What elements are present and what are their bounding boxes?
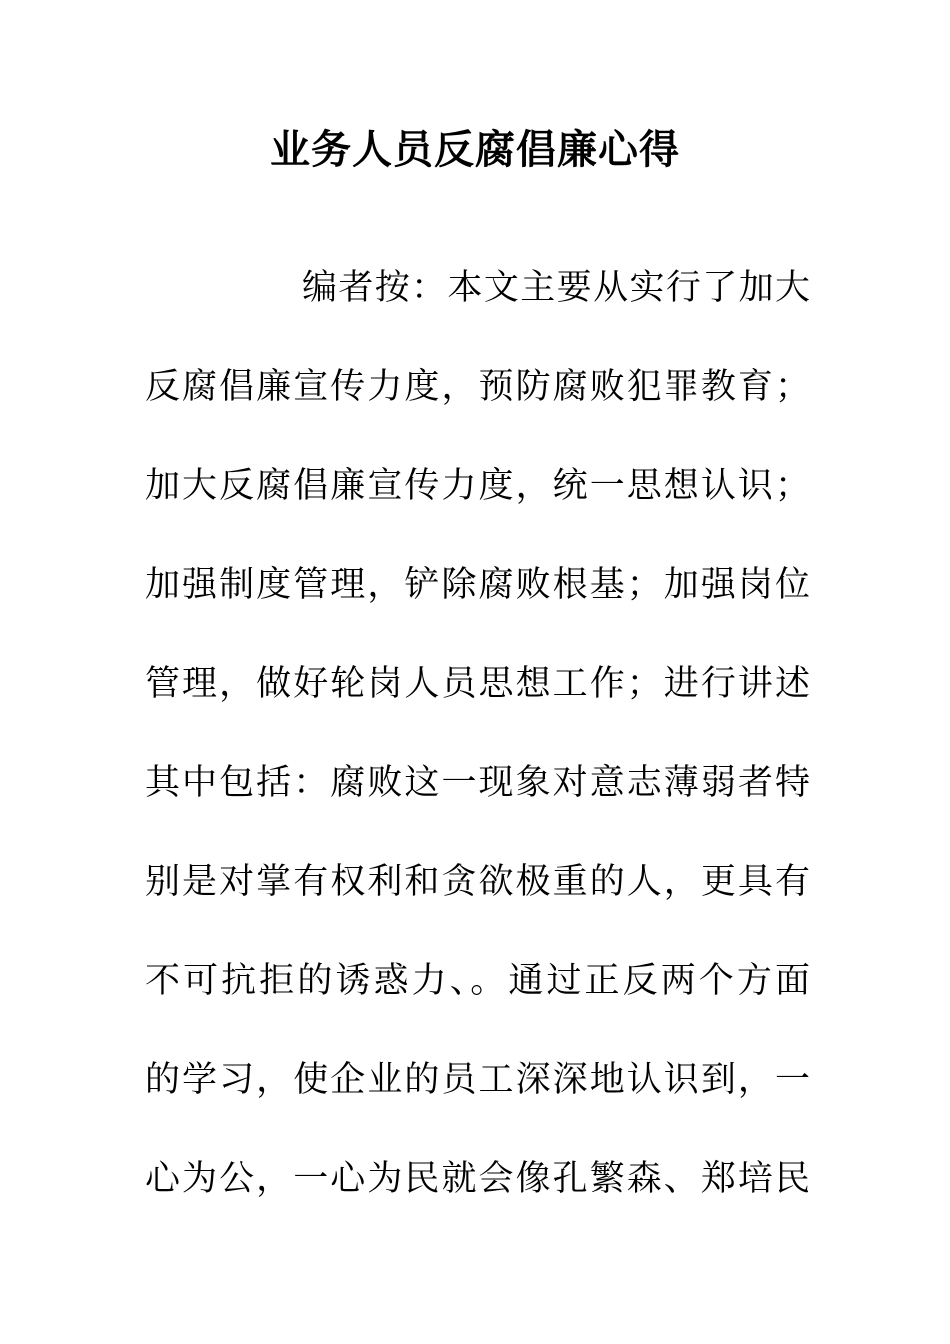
body-line-3: 加大反腐倡廉宣传力度，统一思想认识；: [145, 466, 810, 506]
body-line-4: 加强制度管理，铲除腐败根基；加强岗位: [145, 565, 810, 605]
body-line-8: 不可抗拒的诱惑力、。通过正反两个方面: [145, 961, 810, 1001]
body-line-9: 的学习，使企业的员工深深地认识到，一: [145, 1060, 810, 1100]
body-line-6: 其中包括：腐败这一现象对意志薄弱者特: [145, 763, 810, 803]
body-line-5: 管理，做好轮岗人员思想工作；进行讲述: [145, 664, 810, 704]
body-line-7: 别是对掌有权利和贪欲极重的人，更具有: [145, 862, 810, 902]
body-line-2: 反腐倡廉宣传力度，预防腐败犯罪教育；: [145, 367, 810, 407]
body-line-1: 编者按：本文主要从实行了加大: [302, 268, 810, 308]
document-body: [145, 248, 810, 1238]
document-title: 业务人员反腐倡廉心得: [270, 126, 680, 173]
body-line-10: 心为公，一心为民就会像孔繁森、郑培民: [145, 1159, 810, 1199]
